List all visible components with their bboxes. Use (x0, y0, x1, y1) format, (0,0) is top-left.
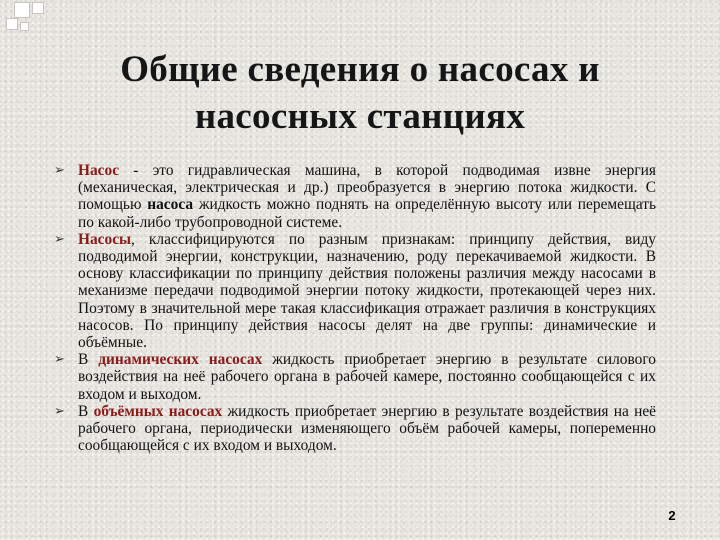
title-line-1: Общие сведения о насосах и (120, 49, 600, 90)
paragraph-text: В (78, 351, 99, 369)
arrow-bullet-icon: ➢ (54, 163, 65, 178)
deco-square (14, 2, 30, 18)
bullet-list (54, 162, 657, 455)
paragraph-text: жидкость приобретает энергию в результате силового воздействия на неё рабочего органа в рабочей камере, постоянно сообщающейся с их входом и выходом. (78, 351, 656, 403)
list-item (54, 351, 656, 403)
term-volumetric-pumps: объёмных насосах (93, 402, 223, 420)
arrow-bullet-icon: ➢ (54, 231, 65, 247)
paragraph-text: , классифицируются по разным признакам: принципу действия, виду подводимой энергии, конструкции, назначению, роду перекачиваемой жидкости. В основу классификации по принципу действия положены различия между насосами в механизме передачи подводимой энергии потоку жидкости, протекающей через них. Поэтому в значительной мере такая классификация отражает различия в конструкциях насосов. По принципу действия насосы делят на две группы: динамические и объёмные. (78, 230, 656, 352)
page-number: 2 (668, 508, 676, 523)
list-item (54, 162, 657, 231)
title-line-2: насосных станциях (194, 96, 526, 137)
arrow-bullet-icon: ➢ (54, 403, 65, 419)
paragraph-text: В (78, 402, 94, 420)
term-dynamic-pumps: динамических насосах (98, 351, 263, 369)
paragraph-text: жидкость можно поднять на определённую высоту или перемещать по какой-либо трубопроводной системе. (78, 196, 657, 231)
deco-square (32, 2, 44, 14)
deco-square (20, 22, 29, 31)
deco-square (6, 18, 18, 30)
corner-decoration (0, 0, 60, 40)
paragraph-text: - это гидравлическая машина, в которой подводимая извне энергия (механическая, электрическая и др.) преобразуется в энергию потока жидкости. С помощью (78, 162, 656, 214)
term-pumps: Насосы (78, 230, 132, 248)
list-item (54, 402, 656, 455)
paragraph-text: жидкость приобретает энергию в результате воздействия на неё рабочего органа, периодически изменяющего объём рабочей камеры, попеременно сообщающейся с их входом и выходом. (78, 402, 656, 455)
term-pump-gen: насоса (147, 196, 194, 214)
arrow-bullet-icon: ➢ (54, 352, 65, 368)
term-pump: Насос (78, 162, 120, 179)
list-item (54, 230, 656, 352)
slide-title (80, 46, 640, 140)
